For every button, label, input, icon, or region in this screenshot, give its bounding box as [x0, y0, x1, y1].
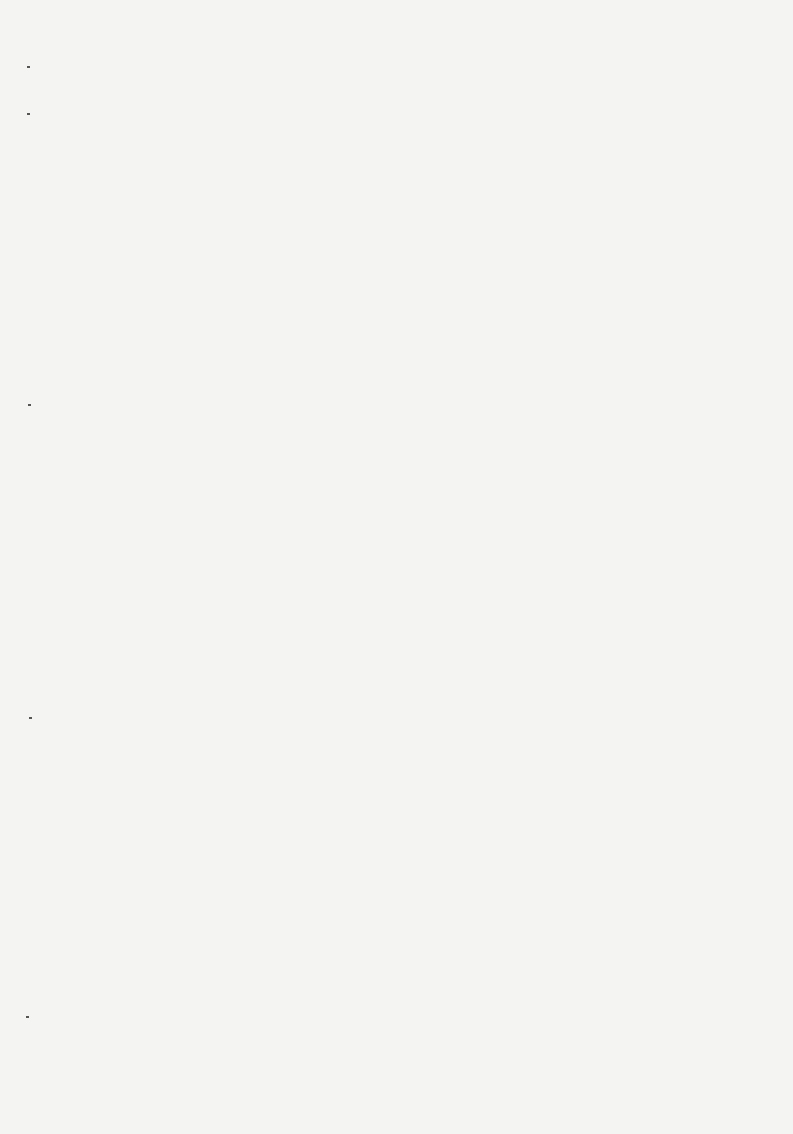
scan-speck [27, 66, 30, 68]
scan-speck [28, 404, 31, 406]
scan-speck [29, 717, 32, 719]
scan-speck [26, 1016, 29, 1018]
scan-speck [27, 113, 30, 115]
